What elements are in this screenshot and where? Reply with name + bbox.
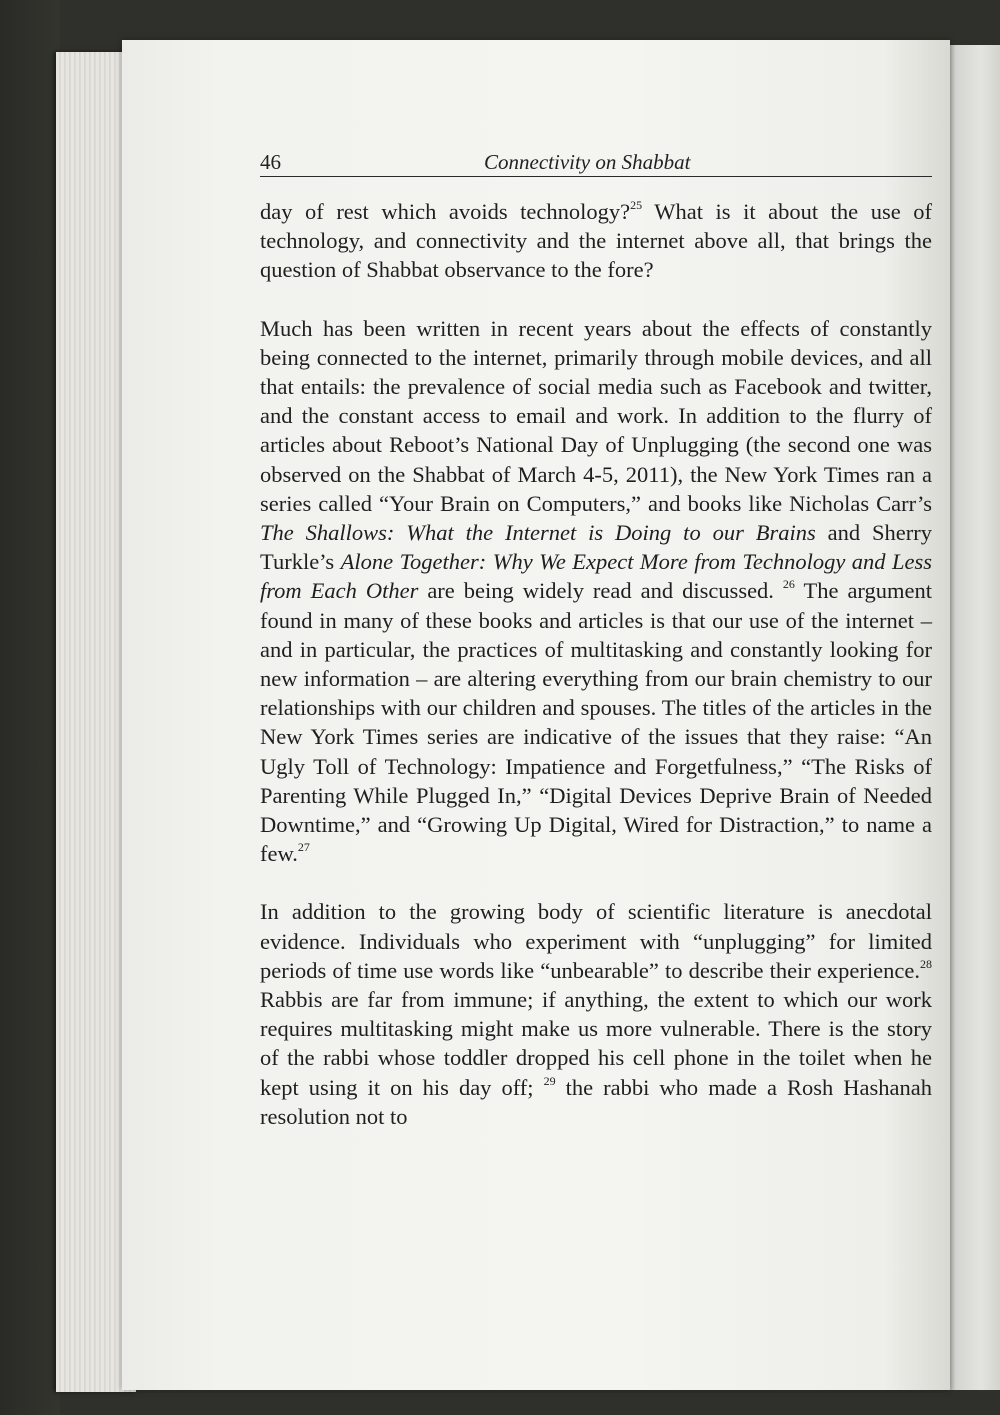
page-number: 46 [260,150,281,174]
paragraph [260,314,932,869]
text-run: What is it about the use of technology, and connectivity and the internet above all, that brings the question of Shabbat observance to the fore? [260,199,932,283]
scan-background [0,0,60,1415]
footnote-marker: 25 [630,198,643,212]
facing-page-edge [945,45,1000,1390]
text-run: day of rest which avoids technology? [260,199,631,224]
text-run: the rabbi who made a Rosh Hashanah resolution not to [260,1074,933,1129]
text-run: Much has been written in recent years about the effects of constantly being connected to the internet, primarily through mobile devices, and all that entails: the prevalence of social media such as Facebook and twitter, and the constant access to email and work. In addition to the flurry of articles about Reboot’s National Day of Unplugging (the second one was observed on the Shabbat of March 4-5, 2011), the New York Times ran a series called “Your Brain on Computers,” and books like Nicholas Carr’s [260,315,932,516]
paragraph [260,197,932,285]
text-run: Rabbis are far from immune; if anything, the extent to which our work requires multitasking might make us more vulnerable. There is the story of the rabbi whose toddler dropped his cell phone in the toilet when he kept using it on his day off; [260,987,932,1100]
text-run: and Sherry Turkle’s [260,520,932,575]
footnote-marker: 28 [920,956,932,971]
paragraph [260,897,932,1131]
text-run: In addition to the growing body of scientific literature is anecdotal evidence. Individuals who experiment with “unplugging” for limited periods of time use words like “unbearable” to describe their experience. [260,899,932,983]
body-text [260,197,932,1131]
text-run: are being widely read and discussed. [418,578,783,604]
footnote-marker: 29 [543,1073,556,1088]
book-title: Alone Together: Why We Expect More from Technology and Less from Each Other [260,549,932,604]
footnote-marker: 26 [782,577,795,592]
text-run: The argument found in many of these books and articles is that our use of the internet – and in particular, the practices of multitasking and constantly looking for new information – are altering everything from our brain chemistry to our relationships with our children and spouses. The titles of the articles in the New York Times series are indicative of the issues that they raise: “An Ugly Toll of Technology: Impatience and Forgetfulness,” “The Risks of Parenting While Plugged In,” “Digital Devices Deprive Brain of Needed Downtime,” and “Growing Up Digital, Wired for Distraction,” to name a few. [260,578,933,867]
running-header [260,148,932,177]
book-title: The Shallows: What the Internet is Doing to our Brains [260,520,816,546]
footnote-marker: 27 [297,840,310,855]
running-title: Connectivity on Shabbat [484,150,691,174]
